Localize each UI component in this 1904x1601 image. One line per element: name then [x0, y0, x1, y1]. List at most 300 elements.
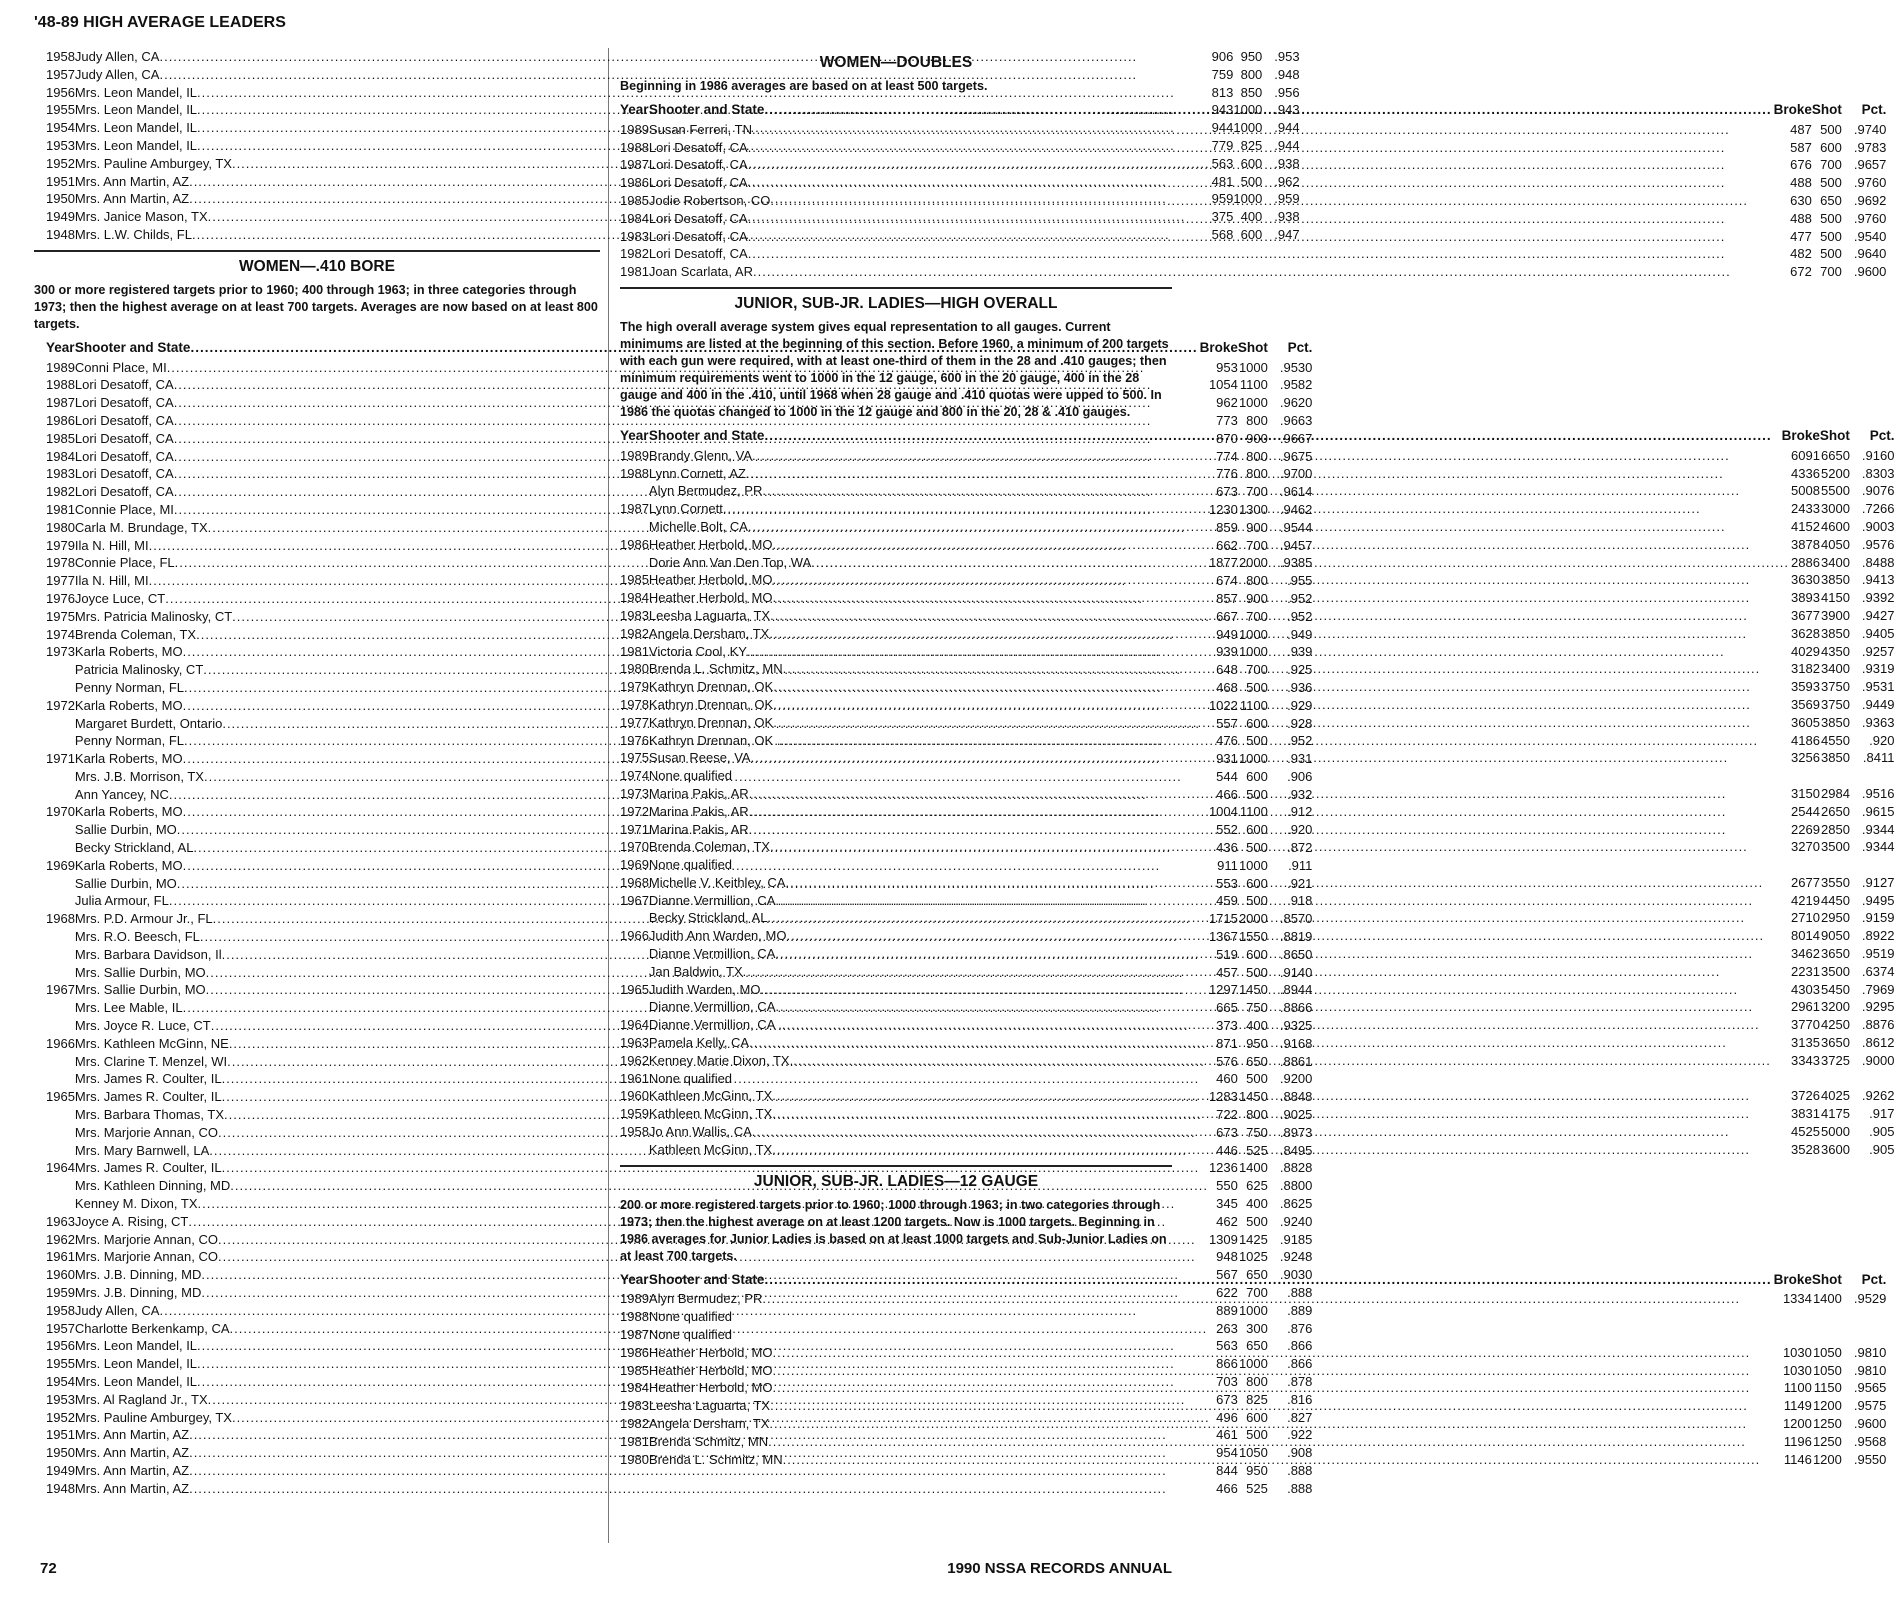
- cell-pct: .952: [1287, 608, 1313, 624]
- cell-broke: 5008: [1791, 483, 1820, 499]
- table-row: [620, 678, 1904, 696]
- cell-pct: .8625: [1279, 1196, 1313, 1212]
- cell-shooter-name: Lori Desatoff, CA: [74, 377, 174, 393]
- table-row: [620, 1016, 1904, 1034]
- cell-pct: .952: [1287, 590, 1313, 606]
- cell-year: 1987: [620, 1327, 649, 1343]
- cell-pct: .928: [1287, 715, 1313, 731]
- cell-year: 1985: [620, 192, 649, 208]
- cell-year: 1951: [46, 173, 75, 189]
- cell-shot: 1000: [1233, 120, 1263, 136]
- cell-shooter: [649, 571, 1820, 589]
- dot-leader: [752, 1123, 1789, 1141]
- cell-year: 1979: [620, 679, 649, 695]
- cell-pct: .8828: [1279, 1160, 1313, 1176]
- table-row: [620, 500, 1904, 518]
- table-row: [620, 945, 1904, 963]
- cell-shooter-name: Leesha Laguarta, TX: [648, 1398, 771, 1414]
- cell-shooter-name: Mrs. Kathleen McGinn, NE: [74, 1035, 229, 1051]
- shooter-line: [649, 767, 1820, 785]
- cell-shooter-name: Kenney Marie Dixon, TX.: [648, 1052, 794, 1068]
- dot-leader: [772, 1105, 1789, 1123]
- cell-broke: 2886: [1791, 554, 1820, 570]
- cell-pct: .7969: [1861, 981, 1895, 997]
- cell-pct: .953: [1274, 49, 1300, 64]
- cell-shot: 4025: [1821, 1088, 1850, 1104]
- cell-shooter: [649, 767, 1820, 785]
- header-broke: Broke: [1773, 1271, 1812, 1287]
- cell-broke: 457: [1216, 964, 1238, 980]
- cell-shooter-name: Patricia Malinosky, CT: [74, 662, 204, 678]
- table-row: [620, 571, 1904, 589]
- cell-broke: 4186: [1791, 732, 1820, 748]
- cell-shot: 300: [1246, 1320, 1268, 1336]
- cell-shooter-name: Charlotte Berkenkamp, CA: [74, 1320, 230, 1336]
- table-row: [620, 1087, 1904, 1105]
- cell-shot: 800: [1246, 1107, 1268, 1123]
- dot-leader: [743, 963, 1789, 981]
- cell-shooter-name: Michelle V. Keithley, CA: [648, 874, 786, 890]
- cell-pct: .9325: [1279, 1018, 1313, 1034]
- cell-shooter: [649, 1415, 1812, 1433]
- cell-shot: 400: [1240, 209, 1263, 225]
- shooter-line: [649, 465, 1820, 483]
- table-row: [620, 554, 1904, 572]
- table-row: [620, 1433, 1896, 1451]
- dot-leader: [775, 998, 1789, 1016]
- cell-year: 1988: [620, 465, 649, 481]
- shooter-line: [649, 121, 1812, 139]
- cell-shot: 1400: [1812, 1291, 1842, 1307]
- cell-shot: 1000: [1238, 626, 1268, 642]
- cell-year: [34, 1124, 75, 1142]
- cell-year: 1987: [620, 501, 649, 517]
- table-row: [620, 1070, 1904, 1088]
- cell-shot: 900: [1246, 430, 1268, 446]
- cell-shooter-name: Connie Place, FL: [74, 555, 175, 571]
- cell-year: 1956: [46, 1338, 75, 1354]
- cell-shot: 800: [1246, 412, 1268, 428]
- cell-broke: 648: [1216, 662, 1238, 678]
- shooter-line: [649, 625, 1820, 643]
- cell-year: 1958: [46, 49, 75, 64]
- cell-year: 1983: [620, 1398, 649, 1414]
- cell-broke: 1030: [1782, 1344, 1812, 1360]
- dot-leader: [773, 678, 1789, 696]
- table-row: [34, 1480, 1322, 1498]
- table-row: [620, 981, 1904, 999]
- cell-year: 1963: [620, 1035, 649, 1051]
- cell-shooter-name: Mrs. L.W. Childs, FL: [74, 226, 192, 242]
- dot-leader: [772, 1344, 1780, 1362]
- shooter-line: [649, 927, 1820, 945]
- dot-leader: [773, 714, 1789, 732]
- cell-broke: 3878: [1791, 536, 1820, 552]
- section-title-women-doubles: WOMEN—DOUBLES: [819, 54, 973, 71]
- cell-broke: 544: [1216, 768, 1238, 784]
- table-row: [620, 732, 1904, 750]
- cell-pct: .939: [1287, 644, 1313, 660]
- cell-broke: 2433: [1791, 501, 1820, 517]
- page-title: '48-89 HIGH AVERAGE LEADERS: [34, 14, 286, 31]
- cell-pct: .9262: [1861, 1088, 1895, 1104]
- cell-shot: 6650: [1821, 447, 1850, 463]
- cell-year: 1955: [46, 102, 75, 118]
- header-shooter: [649, 427, 1820, 447]
- shooter-line: [649, 732, 1820, 750]
- cell-pct: .906: [1287, 768, 1313, 784]
- cell-shot: 3500: [1821, 839, 1850, 855]
- cell-shot: 500: [1246, 1071, 1268, 1087]
- cell-shot: 500: [1246, 733, 1268, 749]
- cell-year: 1961: [46, 1249, 75, 1265]
- cell-broke: 263: [1216, 1320, 1238, 1336]
- table-row: [620, 210, 1896, 228]
- cell-broke: 1022: [1208, 697, 1238, 713]
- cell-shooter-name: Brenda Schmitz, MN: [648, 1433, 769, 1449]
- cell-shooter-name: Mrs. Leon Mandel, IL: [74, 1373, 198, 1389]
- cell-shot: 5000: [1821, 1124, 1850, 1140]
- dot-leader: [772, 1087, 1789, 1105]
- cell-shot: 9050: [1821, 928, 1850, 944]
- header-broke: Broke: [1773, 102, 1812, 117]
- cell-pct: .9582: [1279, 377, 1313, 393]
- cell-shot: 900: [1246, 590, 1268, 606]
- cell-broke: 3569: [1791, 696, 1820, 712]
- cell-year: [34, 786, 75, 804]
- cell-shot: 3850: [1821, 625, 1850, 641]
- cell-year: 1971: [620, 821, 649, 837]
- table-row: [620, 696, 1904, 714]
- cell-shot: [1812, 1308, 1854, 1326]
- cell-broke: 954: [1216, 1445, 1238, 1461]
- header-year: Year: [620, 102, 649, 117]
- cell-pct: .947: [1274, 226, 1300, 242]
- table-row: [620, 192, 1896, 210]
- cell-year: [34, 1070, 75, 1088]
- header-shooter-label: Shooter and State: [648, 1271, 765, 1287]
- cell-shot: 2000: [1238, 555, 1268, 571]
- section-note-junior-12-gauge: 200 or more registered targets prior to 1960; 1000 through 1963; in two categories through 1973; then the highest average on at least 1200 targets. Now is 1000 targets. Beginning in 1986 averages for Junior Ladies is based on at least 1000 targets and Sub-Junior Ladies on at least 700 targets.: [620, 1197, 1167, 1263]
- cell-broke: 722: [1216, 1107, 1238, 1123]
- cell-pct: .9248: [1279, 1249, 1313, 1265]
- cell-shooter-name: Lori Desatoff, CA: [648, 246, 748, 262]
- header-shooter-label: Shooter and State: [648, 427, 765, 443]
- cell-year: 1984: [620, 590, 649, 606]
- header-shot: Shot: [1811, 102, 1842, 117]
- cell-shot: 500: [1246, 679, 1268, 695]
- cell-shooter-name: Mrs. Ann Martin, AZ: [74, 173, 190, 189]
- cell-shooter: [649, 678, 1820, 696]
- cell-shot: 1400: [1238, 1160, 1268, 1176]
- cell-year: 1984: [620, 1380, 649, 1396]
- cell-year: 1975: [620, 750, 649, 766]
- dot-leader: [748, 228, 1788, 246]
- cell-year: [34, 946, 75, 964]
- cell-pct: [1862, 856, 1904, 874]
- cell-broke: 3893: [1791, 590, 1820, 606]
- cell-shot: 800: [1246, 466, 1268, 482]
- cell-shooter-name: Heather Herbold, MO: [648, 1344, 773, 1360]
- table-row: [620, 263, 1896, 281]
- cell-pct: .872: [1287, 840, 1313, 856]
- table-junior-high-overall: [620, 427, 1904, 1159]
- cell-shooter: [649, 625, 1820, 643]
- cell-pct: .9575: [1853, 1398, 1887, 1414]
- cell-shot: 1000: [1238, 359, 1268, 375]
- cell-pct: .6374: [1861, 963, 1895, 979]
- cell-shot: 1000: [1238, 751, 1268, 767]
- cell-broke: 672: [1790, 264, 1812, 280]
- cell-pct: .9392: [1861, 590, 1895, 606]
- cell-broke: 3770: [1791, 1017, 1820, 1033]
- table-row: [620, 821, 1904, 839]
- cell-year: 1956: [46, 84, 75, 100]
- table-row: [620, 1344, 1896, 1362]
- cell-pct: .9025: [1279, 1107, 1313, 1123]
- cell-shooter-name: Lori Desatoff, CA: [648, 157, 748, 173]
- table-row: [620, 1451, 1896, 1469]
- cell-pct: .9740: [1853, 121, 1887, 137]
- cell-broke: 673: [1216, 1124, 1238, 1140]
- cell-shooter-name: Michelle Bolt, CA: [648, 518, 748, 534]
- cell-year: [34, 964, 75, 982]
- cell-shot: 2650: [1821, 803, 1850, 819]
- cell-year: 1971: [46, 751, 75, 767]
- cell-year: 1970: [46, 804, 75, 820]
- cell-pct: .932: [1287, 786, 1313, 802]
- table-row: [620, 785, 1904, 803]
- cell-pct: .9519: [1861, 946, 1895, 962]
- cell-shot: 1250: [1812, 1433, 1842, 1449]
- cell-broke: 630: [1790, 192, 1812, 208]
- cell-shot: 1000: [1238, 644, 1268, 660]
- cell-pct: .929: [1287, 697, 1313, 713]
- cell-shooter-name: Pamela Kelly, CA: [648, 1035, 750, 1051]
- cell-shooter-name: Dorie Ann Van Den Top, WA: [648, 554, 812, 570]
- cell-shooter: [649, 1141, 1820, 1159]
- cell-year: 1982: [46, 484, 75, 500]
- cell-pct: .9810: [1853, 1362, 1887, 1378]
- cell-year: 1960: [46, 1267, 75, 1283]
- cell-shooter: [649, 139, 1812, 157]
- cell-year: 1989: [620, 121, 649, 137]
- cell-year: 1984: [46, 448, 75, 464]
- cell-year: [620, 998, 649, 1016]
- cell-pct: [1862, 1070, 1904, 1088]
- dot-leader: [770, 607, 1789, 625]
- cell-shooter-name: Lori Desatoff, CA: [648, 228, 748, 244]
- cell-year: 1963: [46, 1213, 75, 1229]
- cell-pct: .888: [1287, 1480, 1313, 1496]
- cell-year: 1986: [46, 412, 75, 428]
- cell-shot: 1200: [1812, 1398, 1842, 1414]
- cell-pct: .9620: [1279, 395, 1313, 411]
- cell-pct: .9531: [1861, 679, 1895, 695]
- cell-broke: 3135: [1791, 1035, 1820, 1051]
- cell-shooter-name: Dianne Vermillion, CA .: [648, 1017, 782, 1033]
- shooter-line: [649, 174, 1812, 192]
- cell-broke: 3343: [1791, 1052, 1820, 1068]
- cell-year: 1948: [46, 1480, 75, 1496]
- table-row: [620, 1362, 1896, 1380]
- shooter-line: [649, 1123, 1820, 1141]
- cell-year: 1974: [620, 768, 649, 784]
- cell-broke: 468: [1216, 679, 1238, 695]
- cell-year: [34, 928, 75, 946]
- cell-shooter-name: Karla Roberts, MO: [74, 751, 183, 767]
- cell-shot: 625: [1246, 1178, 1268, 1194]
- cell-pct: .866: [1287, 1338, 1313, 1354]
- cell-pct: .8922: [1861, 928, 1895, 944]
- header-pct: Pct.: [1869, 427, 1895, 443]
- shooter-line: [649, 803, 1820, 821]
- cell-pct: .920: [1869, 732, 1895, 748]
- cell-shooter-name: Mrs. Barbara Davidson, Il: [74, 946, 222, 962]
- table-row: [620, 482, 1904, 500]
- cell-broke: 776: [1216, 466, 1238, 482]
- cell-pct: .938: [1274, 209, 1300, 225]
- shooter-line: [649, 1070, 1820, 1088]
- shooter-line: [649, 714, 1820, 732]
- cell-shot: 700: [1246, 484, 1268, 500]
- cell-shooter-name: Mrs. Joyce R. Luce, CT: [74, 1018, 211, 1034]
- shooter-line: [649, 156, 1812, 174]
- cell-shooter-name: Julia Armour, FL: [74, 893, 169, 909]
- cell-shot: 500: [1246, 964, 1268, 980]
- cell-shooter-name: Mrs. Mary Barnwell, LA: [74, 1142, 210, 1158]
- cell-shot: 500: [1246, 893, 1268, 909]
- cell-shooter-name: Mrs. Janice Mason, TX: [74, 209, 208, 225]
- table-row: [620, 767, 1904, 785]
- shooter-line: [649, 1105, 1820, 1123]
- cell-shooter: [649, 998, 1820, 1016]
- cell-shooter-name: Mrs. Ann Martin, AZ: [74, 191, 190, 207]
- cell-shooter: [649, 228, 1812, 246]
- cell-shot: 800: [1246, 573, 1268, 589]
- shooter-line: [649, 571, 1820, 589]
- cell-shooter-name: Mrs. Pauline Amburgey, TX: [74, 155, 232, 171]
- cell-broke: 662: [1216, 537, 1238, 553]
- cell-broke: 4152: [1791, 518, 1820, 534]
- shooter-line: [649, 981, 1820, 999]
- cell-pct: .9544: [1279, 519, 1313, 535]
- cell-pct: .956: [1274, 84, 1300, 100]
- cell-shooter-name: Lori Desatoff, CA: [648, 139, 748, 155]
- cell-pct: .9385: [1279, 555, 1313, 571]
- cell-shooter: [649, 210, 1812, 228]
- cell-shooter-name: Victoria Cool, KY: [648, 643, 747, 659]
- table-row: [620, 1308, 1896, 1326]
- cell-year: 1960: [620, 1088, 649, 1104]
- header-shot: Shot: [1819, 427, 1850, 443]
- cell-year: 1967: [620, 892, 649, 908]
- cell-year: 1983: [620, 228, 649, 244]
- cell-shooter-name: Kathryn Drennan, OK: [648, 679, 774, 695]
- cell-broke: 2544: [1791, 803, 1820, 819]
- cell-shot: 900: [1246, 519, 1268, 535]
- shooter-line: [649, 482, 1820, 500]
- shooter-line: [649, 892, 1820, 910]
- table-row: [620, 643, 1904, 661]
- cell-shot: 750: [1246, 1124, 1268, 1140]
- cell-year: 1988: [620, 1309, 649, 1325]
- cell-broke: 4219: [1791, 892, 1820, 908]
- cell-year: 1989: [46, 359, 75, 375]
- cell-year: 1981: [620, 1433, 649, 1449]
- cell-year: 1981: [620, 643, 649, 659]
- cell-broke: 1334: [1782, 1291, 1812, 1307]
- cell-shooter-name: Susan Ferreri, TN: [648, 121, 752, 137]
- cell-shot: 1025: [1238, 1249, 1268, 1265]
- cell-broke: 1236: [1208, 1160, 1238, 1176]
- cell-pct: .8800: [1279, 1178, 1313, 1194]
- table-row: [620, 1034, 1904, 1052]
- cell-shot: 1450: [1238, 982, 1268, 998]
- cell-shooter: [649, 1326, 1812, 1344]
- dot-leader: [764, 427, 1779, 445]
- cell-year: 1973: [620, 785, 649, 801]
- section-rule: [34, 250, 600, 252]
- cell-broke: 911: [1217, 857, 1238, 873]
- dot-leader: [752, 447, 1789, 465]
- table-row: [620, 1123, 1904, 1141]
- cell-year: 1969: [46, 857, 75, 873]
- cell-year: 1967: [46, 982, 75, 998]
- cell-year: 1954: [46, 120, 75, 136]
- cell-shooter: [649, 500, 1820, 518]
- cell-broke: 4303: [1791, 981, 1820, 997]
- cell-shooter-name: Mrs. Barbara Thomas, TX: [74, 1107, 224, 1123]
- cell-shooter: [649, 245, 1812, 263]
- cell-shooter: [649, 482, 1820, 500]
- cell-shooter: [649, 121, 1812, 139]
- cell-shooter-name: Mrs. Patricia Malinosky, CT: [74, 608, 233, 624]
- cell-broke: 1196: [1783, 1433, 1812, 1449]
- cell-pct: .8495: [1279, 1142, 1313, 1158]
- cell-year: 1980: [620, 661, 649, 677]
- cell-shot: 600: [1820, 139, 1842, 155]
- cell-year: [34, 875, 75, 893]
- cell-shot: 1550: [1238, 929, 1268, 945]
- cell-pct: .8876: [1861, 1017, 1895, 1033]
- cell-pct: .878: [1287, 1373, 1313, 1389]
- cell-year: [620, 518, 649, 536]
- cell-broke: 673: [1216, 1391, 1238, 1407]
- cell-shot: 825: [1246, 1391, 1268, 1407]
- cell-year: 1966: [46, 1035, 75, 1051]
- cell-shooter-name: Karla Roberts, MO: [74, 697, 183, 713]
- shooter-line: [75, 1480, 1238, 1498]
- shooter-line: [649, 1016, 1820, 1034]
- cell-shot: [1820, 1070, 1862, 1088]
- cell-year: 1968: [620, 874, 649, 890]
- cell-shooter: [649, 518, 1820, 536]
- cell-broke: 962: [1216, 395, 1238, 411]
- cell-year: 1987: [46, 395, 75, 411]
- cell-broke: 703: [1216, 1373, 1238, 1389]
- table-row: [620, 518, 1904, 536]
- cell-year: 1980: [620, 1451, 649, 1467]
- cell-shot: 3000: [1821, 501, 1850, 517]
- cell-pct: .952: [1287, 733, 1313, 749]
- cell-shot: 3400: [1821, 554, 1850, 570]
- cell-shot: 3850: [1821, 750, 1850, 766]
- cell-pct: .8650: [1279, 946, 1313, 962]
- cell-shooter-name: Mrs. Sallie Durbin, MO: [74, 982, 206, 998]
- cell-broke: 3628: [1791, 625, 1820, 641]
- cell-year: 1950: [46, 191, 75, 207]
